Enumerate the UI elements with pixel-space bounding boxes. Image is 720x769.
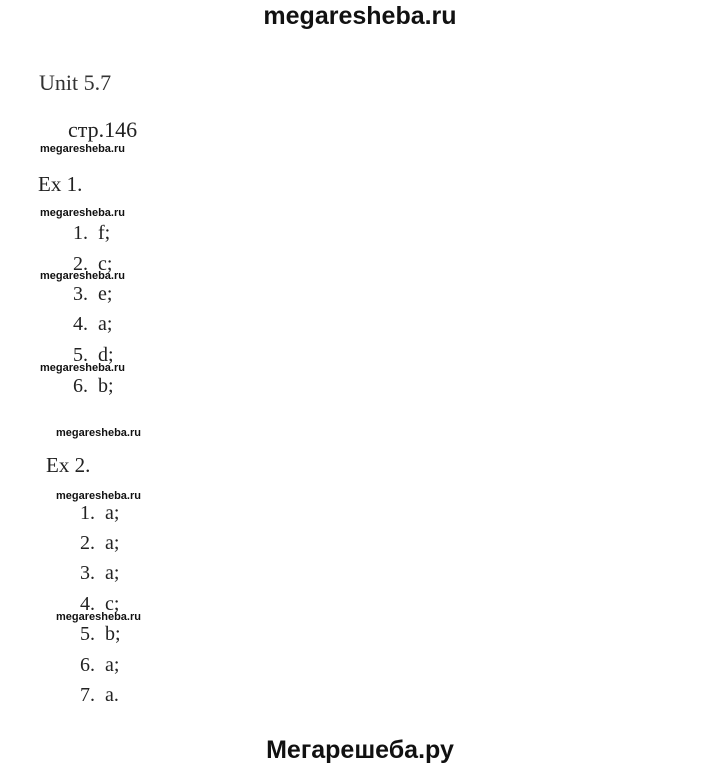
item-answer: d; xyxy=(98,344,114,366)
item-answer: c; xyxy=(105,593,120,615)
item-number: 2. xyxy=(73,253,88,275)
item-answer: b; xyxy=(105,623,121,645)
item-number: 6. xyxy=(80,654,95,676)
watermark: megaresheba.ru xyxy=(40,143,125,155)
item-number: 5. xyxy=(73,344,88,366)
list-item xyxy=(67,654,119,677)
item-answer: a; xyxy=(105,562,120,584)
list-item xyxy=(60,283,112,306)
item-number: 1. xyxy=(80,502,95,524)
item-number: 4. xyxy=(73,313,88,335)
item-number: 5. xyxy=(80,623,95,645)
list-item xyxy=(67,502,119,525)
item-answer: c; xyxy=(98,253,113,275)
watermark: megaresheba.ru xyxy=(40,270,125,282)
watermark: megaresheba.ru xyxy=(40,362,125,374)
item-answer: a. xyxy=(105,684,119,706)
watermark: megaresheba.ru xyxy=(40,207,125,219)
unit-title: Unit 5.7 xyxy=(39,70,112,95)
list-item xyxy=(67,562,119,585)
watermark: megaresheba.ru xyxy=(56,611,141,623)
item-answer: a; xyxy=(98,313,113,335)
item-number: 7. xyxy=(80,684,95,706)
item-answer: f; xyxy=(98,222,111,244)
watermark: megaresheba.ru xyxy=(56,427,141,439)
item-number: 3. xyxy=(80,562,95,584)
item-answer: b; xyxy=(98,375,114,397)
item-answer: a; xyxy=(105,532,120,554)
site-header: megaresheba.ru xyxy=(263,2,457,30)
item-number: 2. xyxy=(80,532,95,554)
list-item xyxy=(67,684,119,707)
item-number: 3. xyxy=(73,283,88,305)
list-item xyxy=(67,593,119,616)
item-number: 1. xyxy=(73,222,88,244)
list-item xyxy=(67,532,119,555)
item-number: 4. xyxy=(80,593,95,615)
item-answer: a; xyxy=(105,502,120,524)
list-item xyxy=(60,344,114,367)
item-answer: a; xyxy=(105,654,120,676)
exercise-1-title: Ex 1. xyxy=(38,172,83,196)
exercise-2-title: Ex 2. xyxy=(46,453,91,477)
list-item xyxy=(60,253,112,276)
list-item xyxy=(60,375,114,398)
list-item xyxy=(60,222,110,245)
watermark: megaresheba.ru xyxy=(56,490,141,502)
list-item xyxy=(67,623,121,646)
page-number: стр.146 xyxy=(68,117,138,142)
item-answer: e; xyxy=(98,283,113,305)
list-item xyxy=(60,313,112,336)
site-footer: Мегарешеба.ру xyxy=(266,736,454,764)
item-number: 6. xyxy=(73,375,88,397)
